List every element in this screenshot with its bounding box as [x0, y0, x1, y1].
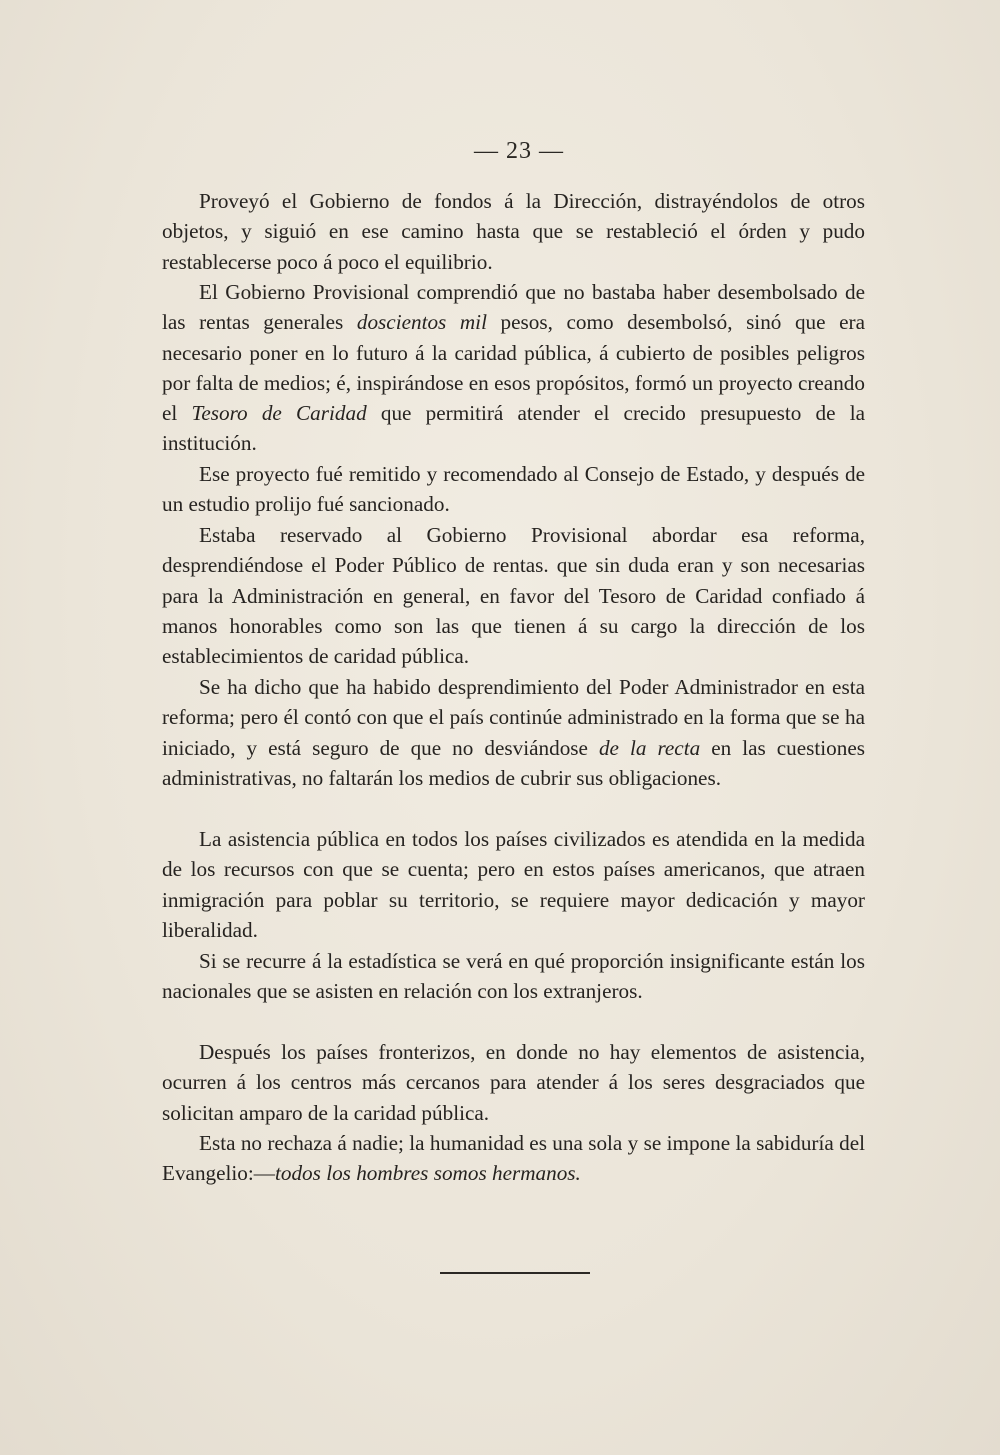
paragraph-5-text-a: Se ha dicho que ha habido desprendimiento del Poder Administrador en esta reforma; pero él contó con que el país continúe administrado en la forma que se ha iniciado, y está seguro de que no desviándose [162, 675, 865, 760]
body-text [162, 186, 865, 1189]
paragraph-1: Proveyó el Gobierno de fondos á la Dirección, distrayéndolos de otros objetos, y siguió en ese camino hasta que se restableció el órden y pudo restablecerse poco á poco el equilibrio. [162, 189, 865, 274]
paragraph-7: Si se recurre á la estadística se verá en qué proporción insignificante están los nacionales que se asisten en relación con los extranjeros. [162, 949, 865, 1004]
paragraph-9-emphasis: todos los hombres somos hermanos. [274, 1161, 581, 1186]
paragraph-5-text-b: en las cuestiones administrativas, no faltarán los medios de cubrir sus obligaciones. [162, 735, 866, 790]
paragraph-5 [162, 672, 865, 824]
paragraph-3: Ese proyecto fué remitido y recomendado al Consejo de Estado, y después de un estudio prolijo fué sancionado. [162, 462, 865, 517]
paragraph-2-emphasis-amount: doscientos mil [356, 310, 487, 335]
paragraph-2-text-a: El Gobierno Provisional comprendió que no bastaba haber desembolsado de las rentas generales [162, 280, 865, 335]
paragraph-6: La asistencia pública en todos los países civilizados es atendida en la medida de los recursos con que se cuenta; pero en estos países americanos, que atraen inmigración para poblar su territorio, se requiere mayor dedicación y mayor liberalidad. [162, 827, 865, 942]
closing-rule [440, 1272, 590, 1274]
paragraph-2-text-b: pesos, como desembolsó, sinó que era necesario poner en lo futuro á la caridad pública, á cubierto de posibles peligros por falta de medios; é, inspirándose en esos propósitos, formó un proyecto creando el [162, 310, 865, 426]
paragraph-2-text-c: que permitirá atender el crecido presupuesto de la institución. [162, 401, 865, 456]
paragraph-9 [162, 1128, 865, 1189]
paragraph-8: Después los países fronterizos, en donde no hay elementos de asistencia, ocurren á los centros más cercanos para atender á los seres desgraciados que solicitan amparo de la caridad pública. [162, 1040, 865, 1125]
paragraph-4: Estaba reservado al Gobierno Provisional abordar esa reforma, desprendiéndose el Poder Público de rentas. que sin duda eran y son necesarias para la Administración en general, en favor del Tesoro de Caridad confiado á manos honorables como son las que tienen á su cargo la dirección de los establecimientos de caridad pública. [162, 523, 865, 669]
paragraph-9-text: Esta no rechaza á nadie; la humanidad es una sola y se impone la sabiduría del Evangelio:— [162, 1131, 865, 1186]
paragraph-2 [162, 277, 865, 459]
page-number: — 23 — [474, 138, 564, 164]
paragraph-5-emphasis: de la recta [598, 735, 701, 760]
paragraph-2-emphasis-treasury: Tesoro de Caridad [191, 401, 367, 426]
